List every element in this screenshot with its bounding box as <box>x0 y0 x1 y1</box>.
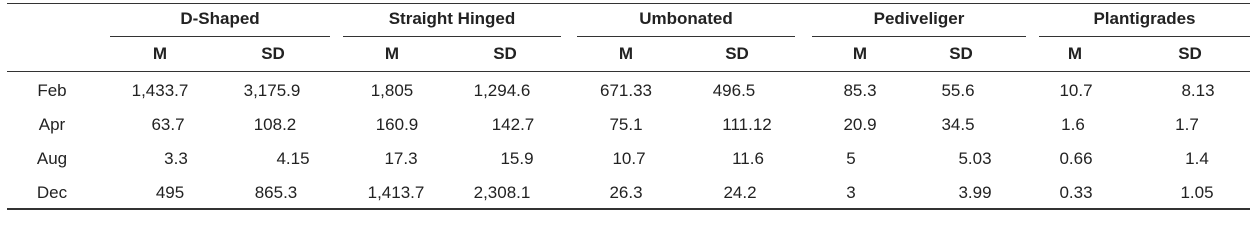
table-cell: 1,413.7 <box>367 183 425 202</box>
table-cell: 63.7 <box>151 115 185 134</box>
group-underline-plantigrades <box>1039 36 1250 37</box>
table-cell: 11.6 <box>732 149 764 168</box>
table-cell: 17.3 <box>384 149 418 168</box>
table-cell: 108.2 <box>253 115 297 134</box>
subheader-m: M <box>618 44 634 63</box>
row-label: Feb <box>37 81 67 100</box>
subheader-m: M <box>384 44 400 63</box>
table-cell: 20.9 <box>843 115 877 134</box>
table-cell: 0.66 <box>1059 149 1093 168</box>
group-header-plantigrades: Plantigrades <box>1093 9 1196 28</box>
table-cell: 0.33 <box>1059 183 1093 202</box>
group-underline-pediveliger <box>812 36 1026 37</box>
subheader-sd: SD <box>949 44 973 63</box>
table-cell: 85.3 <box>843 81 877 100</box>
table-cell: 10.7 <box>1059 81 1093 100</box>
table-cell: 496.5 <box>712 81 756 100</box>
group-header-straight-hinged: Straight Hinged <box>388 9 516 28</box>
table-cell: 5 <box>846 149 856 168</box>
row-label: Dec <box>36 183 68 202</box>
group-underline-straight-hinged <box>343 36 561 37</box>
table-cell: 142.7 <box>491 115 535 134</box>
table-cell: 3.99 <box>958 183 992 202</box>
table-cell: 3 <box>846 183 856 202</box>
header-rule <box>7 71 1250 72</box>
table-cell: 495 <box>155 183 185 202</box>
subheader-m: M <box>152 44 168 63</box>
table-cell: 4.15 <box>276 149 310 168</box>
subheader-m: M <box>852 44 868 63</box>
table-cell: 26.3 <box>609 183 643 202</box>
subheader-sd: SD <box>725 44 749 63</box>
table-cell: 1,294.6 <box>473 81 531 100</box>
table-cell: 1,433.7 <box>131 81 189 100</box>
subheader-m: M <box>1067 44 1083 63</box>
group-header-dshaped: D-Shaped <box>180 9 260 28</box>
table-cell: 24.2 <box>723 183 757 202</box>
bottom-rule <box>7 208 1250 210</box>
group-header-umbonated: Umbonated <box>639 9 733 28</box>
table-cell: 55.6 <box>941 81 975 100</box>
table-cell: 1.7 <box>1175 115 1199 134</box>
table-cell: 3,175.9 <box>243 81 301 100</box>
table-cell: 160.9 <box>375 115 419 134</box>
group-underline-dshaped <box>110 36 330 37</box>
group-underline-umbonated <box>577 36 795 37</box>
subheader-sd: SD <box>493 44 517 63</box>
top-rule <box>7 3 1250 4</box>
table-cell: 3.3 <box>164 149 188 168</box>
table-cell: 865.3 <box>254 183 298 202</box>
table-cell: 1.6 <box>1061 115 1085 134</box>
table-cell: 1.05 <box>1180 183 1214 202</box>
subheader-sd: SD <box>261 44 285 63</box>
subheader-sd: SD <box>1178 44 1202 63</box>
table-cell: 34.5 <box>941 115 975 134</box>
row-label: Aug <box>36 149 68 168</box>
table-cell: 671.33 <box>600 81 652 100</box>
table-cell: 1.4 <box>1185 149 1209 168</box>
table-cell: 5.03 <box>958 149 992 168</box>
table-cell: 111.12 <box>722 115 772 134</box>
table-cell: 2,308.1 <box>473 183 531 202</box>
table-cell: 1,805 <box>370 81 414 100</box>
row-label: Apr <box>38 115 66 134</box>
table-cell: 8.13 <box>1181 81 1215 100</box>
table-cell: 75.1 <box>609 115 643 134</box>
table-cell: 10.7 <box>612 149 646 168</box>
table-cell: 15.9 <box>500 149 534 168</box>
group-header-pediveliger: Pediveliger <box>873 9 965 28</box>
